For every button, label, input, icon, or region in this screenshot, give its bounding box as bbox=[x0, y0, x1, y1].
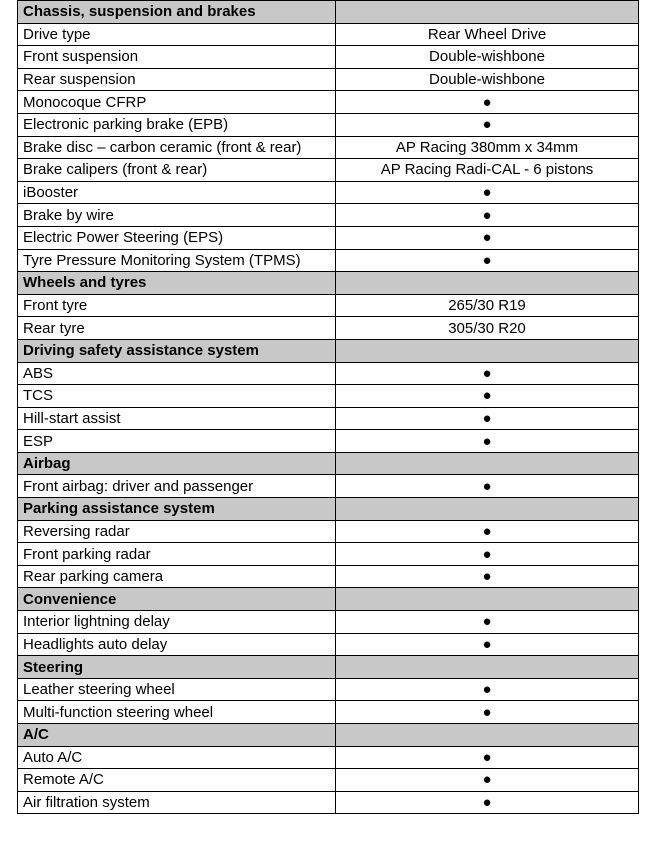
section-title: A/C bbox=[18, 724, 336, 747]
section-header-chassis-suspension-and-brakes bbox=[18, 1, 639, 24]
bullet-icon: ● bbox=[336, 91, 639, 114]
bullet-icon: ● bbox=[336, 204, 639, 227]
spec-label: Electric Power Steering (EPS) bbox=[18, 226, 336, 249]
table-row bbox=[18, 611, 639, 634]
spec-label: Rear tyre bbox=[18, 317, 336, 340]
spec-label: Multi-function steering wheel bbox=[18, 701, 336, 724]
section-header-wheels-and-tyres bbox=[18, 272, 639, 295]
table-row bbox=[18, 475, 639, 498]
spec-label: Monocoque CFRP bbox=[18, 91, 336, 114]
spec-table bbox=[17, 0, 639, 814]
spec-value: AP Racing 380mm x 34mm bbox=[336, 136, 639, 159]
section-title: Steering bbox=[18, 656, 336, 679]
spec-label: Front suspension bbox=[18, 46, 336, 69]
bullet-icon: ● bbox=[336, 769, 639, 792]
bullet-icon: ● bbox=[336, 226, 639, 249]
spec-label: Reversing radar bbox=[18, 520, 336, 543]
section-header-empty-cell bbox=[336, 656, 639, 679]
spec-label: Front airbag: driver and passenger bbox=[18, 475, 336, 498]
table-row bbox=[18, 791, 639, 814]
table-row bbox=[18, 678, 639, 701]
table-row bbox=[18, 226, 639, 249]
table-row bbox=[18, 23, 639, 46]
spec-label: Remote A/C bbox=[18, 769, 336, 792]
bullet-icon: ● bbox=[336, 475, 639, 498]
spec-label: Brake calipers (front & rear) bbox=[18, 159, 336, 182]
table-row bbox=[18, 68, 639, 91]
spec-label: Brake by wire bbox=[18, 204, 336, 227]
table-row bbox=[18, 385, 639, 408]
spec-label: Air filtration system bbox=[18, 791, 336, 814]
table-row bbox=[18, 294, 639, 317]
section-title: Parking assistance system bbox=[18, 498, 336, 521]
table-row bbox=[18, 362, 639, 385]
section-header-parking-assistance-system bbox=[18, 498, 639, 521]
section-header-steering bbox=[18, 656, 639, 679]
spec-label: ABS bbox=[18, 362, 336, 385]
bullet-icon: ● bbox=[336, 565, 639, 588]
bullet-icon: ● bbox=[336, 520, 639, 543]
table-row bbox=[18, 113, 639, 136]
bullet-icon: ● bbox=[336, 611, 639, 634]
spec-value: 305/30 R20 bbox=[336, 317, 639, 340]
section-header-empty-cell bbox=[336, 498, 639, 521]
table-row bbox=[18, 181, 639, 204]
spec-label: Front parking radar bbox=[18, 543, 336, 566]
table-row bbox=[18, 136, 639, 159]
spec-label: Leather steering wheel bbox=[18, 678, 336, 701]
section-header-empty-cell bbox=[336, 1, 639, 24]
section-title: Airbag bbox=[18, 452, 336, 475]
spec-value: 265/30 R19 bbox=[336, 294, 639, 317]
table-row bbox=[18, 46, 639, 69]
spec-label: Tyre Pressure Monitoring System (TPMS) bbox=[18, 249, 336, 272]
section-header-empty-cell bbox=[336, 724, 639, 747]
table-row bbox=[18, 633, 639, 656]
spec-label: Auto A/C bbox=[18, 746, 336, 769]
bullet-icon: ● bbox=[336, 385, 639, 408]
spec-label: Brake disc – carbon ceramic (front & rear) bbox=[18, 136, 336, 159]
spec-label: Rear suspension bbox=[18, 68, 336, 91]
spec-label: Rear parking camera bbox=[18, 565, 336, 588]
spec-label: Interior lightning delay bbox=[18, 611, 336, 634]
section-title: Driving safety assistance system bbox=[18, 339, 336, 362]
bullet-icon: ● bbox=[336, 249, 639, 272]
spec-value: AP Racing Radi-CAL - 6 pistons bbox=[336, 159, 639, 182]
table-row bbox=[18, 701, 639, 724]
table-row bbox=[18, 407, 639, 430]
table-row bbox=[18, 543, 639, 566]
spec-label: Electronic parking brake (EPB) bbox=[18, 113, 336, 136]
bullet-icon: ● bbox=[336, 113, 639, 136]
spec-label: Headlights auto delay bbox=[18, 633, 336, 656]
spec-label: Front tyre bbox=[18, 294, 336, 317]
section-header-empty-cell bbox=[336, 339, 639, 362]
bullet-icon: ● bbox=[336, 746, 639, 769]
spec-value: Double-wishbone bbox=[336, 46, 639, 69]
section-header-empty-cell bbox=[336, 452, 639, 475]
spec-label: ESP bbox=[18, 430, 336, 453]
spec-label: TCS bbox=[18, 385, 336, 408]
section-header-a-c bbox=[18, 724, 639, 747]
spec-label: Hill-start assist bbox=[18, 407, 336, 430]
table-row bbox=[18, 317, 639, 340]
bullet-icon: ● bbox=[336, 362, 639, 385]
table-row bbox=[18, 159, 639, 182]
section-header-airbag bbox=[18, 452, 639, 475]
bullet-icon: ● bbox=[336, 181, 639, 204]
section-header-convenience bbox=[18, 588, 639, 611]
bullet-icon: ● bbox=[336, 633, 639, 656]
section-title: Wheels and tyres bbox=[18, 272, 336, 295]
table-row bbox=[18, 746, 639, 769]
spec-table-body bbox=[18, 1, 639, 814]
section-title: Chassis, suspension and brakes bbox=[18, 1, 336, 24]
bullet-icon: ● bbox=[336, 543, 639, 566]
section-title: Convenience bbox=[18, 588, 336, 611]
section-header-empty-cell bbox=[336, 588, 639, 611]
table-row bbox=[18, 769, 639, 792]
table-row bbox=[18, 91, 639, 114]
table-row bbox=[18, 249, 639, 272]
table-row bbox=[18, 520, 639, 543]
bullet-icon: ● bbox=[336, 701, 639, 724]
spec-value: Double-wishbone bbox=[336, 68, 639, 91]
spec-label: Drive type bbox=[18, 23, 336, 46]
bullet-icon: ● bbox=[336, 407, 639, 430]
table-row bbox=[18, 565, 639, 588]
section-header-driving-safety-assistance-system bbox=[18, 339, 639, 362]
spec-label: iBooster bbox=[18, 181, 336, 204]
bullet-icon: ● bbox=[336, 678, 639, 701]
spec-value: Rear Wheel Drive bbox=[336, 23, 639, 46]
table-row bbox=[18, 430, 639, 453]
section-header-empty-cell bbox=[336, 272, 639, 295]
bullet-icon: ● bbox=[336, 430, 639, 453]
bullet-icon: ● bbox=[336, 791, 639, 814]
table-row bbox=[18, 204, 639, 227]
